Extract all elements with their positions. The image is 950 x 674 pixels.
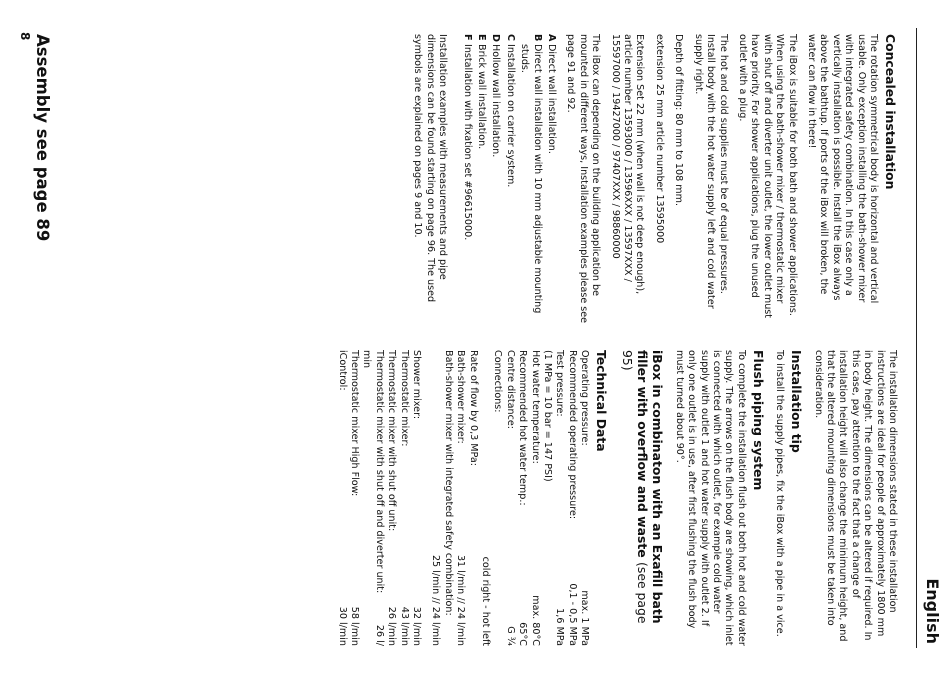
concealed-installation-heading: Concealed installation [883, 34, 898, 190]
list-text: Installation on carrier system. [504, 44, 516, 188]
supply-paragraph: The hot and cold supplies must be of equal pressures. Install body with the hot water supply left and cold water supply right. [692, 34, 729, 309]
tech-row: Thermostatic mixer: 43 l/min [398, 350, 410, 646]
list-letter: F [461, 34, 473, 41]
tech-row: Operating pressure: max. 1 MPa [579, 350, 591, 646]
tech-row: Test pressure: 1,6 MPa [554, 350, 566, 646]
list-letter: C [504, 34, 516, 42]
flush-piping-text: To complete the installation flush out both hot and cold water supply. The arrows on the flush body are showing, which inlet is connected with which outlet, for example cold water supply with outlet 1 and hot water supply with outlet 2. If only one outlet is in use, after first flushing the flush body must turned about 90°. [673, 350, 747, 646]
list-letter: E [476, 34, 488, 41]
tech-row: Recommended operating pressure: 0,1 - 0,5 MPa [566, 350, 578, 646]
tech-row: Recommended hot water temp.: 65°C [517, 350, 529, 646]
flow-rate-heading: Rate of flow by 0,3 MPa: [467, 350, 479, 467]
rotation-paragraph: The rotation symmetrical body is horizontal and vertical usable. Only exception installing the bath-shower mixer with integrated safety combination. In this case only a vertically installation is possible. Install the iBox always above the bathtup. If ports of the iBox will broken, the water can flow in there! [805, 34, 879, 304]
page-number: 8 [18, 32, 32, 41]
language-label: English [923, 578, 942, 644]
tech-row: Thermostatic mixer with shut off unit: 26 l/min [386, 350, 398, 646]
flush-piping-heading: Flush piping system [750, 350, 766, 491]
suitability-paragraph: The iBox is suitable for both bath and shower applications. When using the bath-shower mixer / thermostatic mixer with shut off and diverter unit outlet, the lower outlet must have priority. For shower applications, plug the unused outlet with a plug. [736, 34, 798, 319]
ibox-exafill-heading [620, 350, 665, 646]
list-letter: D [490, 34, 502, 42]
connections-value: cold right - hot left [480, 556, 492, 646]
tech-row: Centre distance: G ¾ [504, 350, 516, 646]
installation-tip-heading: Installation tip [789, 350, 805, 453]
list-item [460, 34, 472, 324]
tech-row: Hot water temperature: max. 80°C [529, 350, 541, 646]
extension-set-22mm: Extension Set 22 mm (when wall is not deep enough), article number 13593000 / 13596XXX / 13597XXX / 15597000 / 19427000 / 97407XXX / 98860000 [609, 34, 646, 295]
dimensions-paragraph: The installation dimensions stated in these installation instructions are ideal for people of approximately 1800 mm in body height. The dimensions can be altered if required. In this case, pay attention to the fact that a change of installation height will also change the minimum height, and that the altered mounting dimensions must be taken into consideration. [812, 350, 898, 642]
tech-row: Thermostatic mixer with shut off and diverter unit: 26 l/ [373, 350, 385, 646]
list-text: Direct wall installation. [546, 44, 558, 154]
list-letter: B [531, 34, 543, 42]
extension-25mm: extension 25 mm article number 13595000 [653, 34, 665, 244]
list-item [518, 34, 543, 324]
list-item [489, 34, 501, 324]
mounting-paragraph: The iBox can depending on the building application be mounted in different ways, Installation examples please see page 91 and 92. [565, 34, 602, 324]
thermo-div-continuation: min [361, 350, 373, 369]
depth-of-fitting: Depth of fitting: 80 mm to 108 mm. [673, 34, 685, 207]
tech-row: Bath-shower mixer: 31 l/min // 24 l/min [455, 350, 467, 646]
right-column [335, 350, 898, 646]
technical-data-heading: Technical Data [594, 350, 610, 452]
technical-data-table [335, 350, 590, 646]
ibox-exafill-title: iBox in combinaton with an Exafill bath filler with overflow and waste [635, 350, 666, 624]
list-item [503, 34, 515, 324]
left-column [404, 34, 898, 324]
bath-safety-value: 25 l/min // 24 l/min [430, 554, 442, 646]
list-letter: A [546, 34, 558, 42]
tech-row: Shower mixer: 32 l/min [411, 350, 423, 646]
list-text: Direct wall installation with 10 mm adjustable mounting studs. [519, 44, 543, 314]
list-text: Installation with fixation set #96615000. [461, 44, 473, 241]
list-item [475, 34, 487, 324]
ibox-exafill-ref: (see page 95) [620, 350, 651, 624]
tech-row: iControl: 30 l/min [336, 350, 348, 646]
examples-paragraph: Installation examples with measurements and pipe dimensions can be found starting on page 96. The used symbols are explained on pages 9 and 10. [412, 34, 449, 303]
installation-tip-text: To install the supply pipes, fix the iBox with a pipe in a vice. [774, 350, 786, 637]
header-rule [916, 28, 917, 648]
pressure-conversion: (1 MPa = 10 bar = 147 PSI) [542, 350, 554, 482]
list-text: Brick wall installation. [476, 44, 488, 150]
tech-row: Thermostatic mixer High Flow: 58 l/min [349, 350, 360, 646]
bath-safety-label: Bath-shower mixer with integrated safety combination: [442, 350, 454, 616]
list-item [545, 34, 557, 324]
assembly-reference: Assembly see page 89 [33, 34, 52, 242]
connections-label: Connections: [492, 350, 504, 413]
list-text: Hollow wall installation. [490, 44, 502, 158]
